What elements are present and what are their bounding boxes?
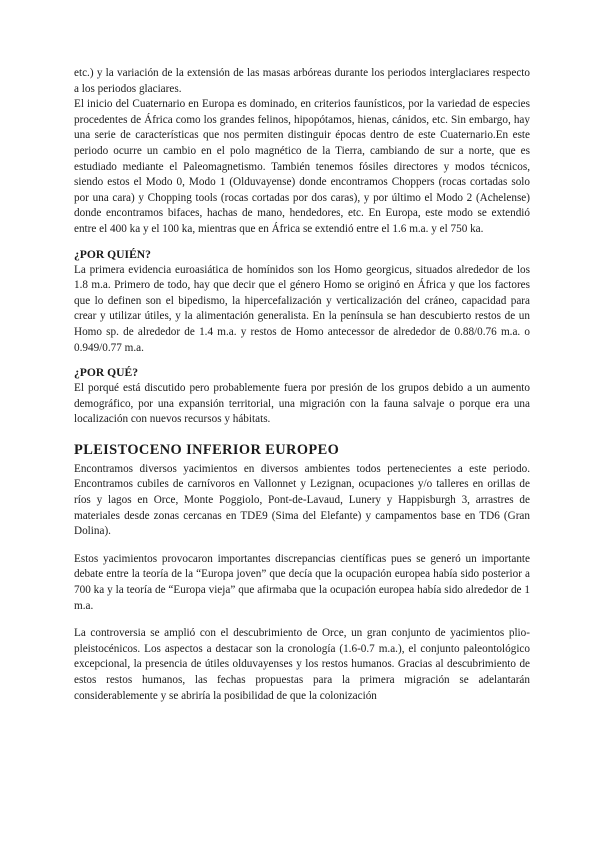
spacer [74,238,530,247]
intro-paragraph: El inicio del Cuaternario en Europa es dominado, en criterios faunísticos, por la variedad de especies procedentes de África como los grandes felinos, hipopótamos, hienas, cánidos, etc. Sin embargo, hay una serie de características que nos permiten distinguir épocas dentro de este Cuaternario.En este periodo ocurre un cambio en el polo magnético de la Tierra, cambiando de sur a norte, que es estudiado mediante el Paleomagnetismo. También tenemos fósiles directores y modos técnicos, siendo estos el Modo 0, Modo 1 (Olduvayense) donde encontramos Choppers (rocas cortadas solo por una cara) y Chopping tools (rocas cortadas por dos caras), y por último el Modo 2 (Achelense) donde encontramos bifaces, hachas de mano, hendedores, etc. En Europa, este modo se extendió entre el 400 ka y el 100 ka, mientras que en África se extendió entre el 1.6 m.a. y el 750 ka. [74,98,530,235]
intro-fragment: etc.) y la variación de la extensión de las masas arbóreas durante los periodos interglaciares respecto a los periodos glaciares. [74,67,530,95]
heading-pleistocene: PLEISTOCENO INFERIOR EUROPEO [74,441,340,458]
heading-why: ¿POR QUÉ? [74,366,139,380]
paragraph-why: El porqué está discutido pero probablemente fuera por presión de los grupos debido a un aumento demográfico, por una expansión territorial, una migración con la fauna salvaje o porque era una localización con nuevos recursos y hábitats. [74,382,530,426]
paragraph-pleistocene-3: La controversia se amplió con el descubrimiento de Orce, un gran conjunto de yacimientos plio-pleistocénicos. Los aspectos a destacar son la cronología (1.6-0.7 m.a.), el conjunto paleontológico excepcional, la presencia de útiles olduvayenses y los restos humanos. Gracias al descubrimiento de estos restos humanos, las fechas propuestas para la primera migración se adelantarán considerablemente y se abriría la posibilidad de que la colonización [74,627,530,702]
heading-who: ¿POR QUIÉN? [74,247,151,261]
spacer [74,540,530,552]
spacer [74,428,530,440]
paragraph-pleistocene-1: Encontramos diversos yacimientos en diversos ambientes todos pertenecientes a este periodo. Encontramos cubiles de carnívoros en Vallonnet y Lezignan, ocupaciones y/o talleres en orillas de ríos y lagos en Orce, Monte Poggiolo, Pont-de-Lavaud, Lunery y Happisburgh 3, arrastres de materiales desde zonas cercanas en TDE9 (Sima del Elefante) y campamentos base en TD6 (Gran Dolina). [74,462,530,538]
paragraph-who: La primera evidencia euroasiática de homínidos son los Homo georgicus, situados alrededor de los 1.8 m.a. Primero de todo, hay que decir que el género Homo se originó en África y que los factores que lo definen son el bipedismo, la hipercefalización y verticalización del cráneo, capacidad para crear y utilizar útiles, y la alimentación generalista. En la península se han descubierto restos de un Homo sp. de alrededor de 1.4 m.a. y restos de Homo antecessor de alrededor de 0.88/0.76 m.a. o 0.949/0.77 m.a. [74,263,530,354]
paragraph-pleistocene-2: Estos yacimientos provocaron importantes discrepancias científicas pues se generó un importante debate entre la teoría de la “Europa joven” que decía que la ocupación europea había sido posterior a 700 ka y la teoría de “Europa vieja” que afirmaba que la ocupación europea había sido alrededor de 1 m.a. [74,552,530,612]
spacer [74,614,530,626]
spacer [74,356,530,365]
